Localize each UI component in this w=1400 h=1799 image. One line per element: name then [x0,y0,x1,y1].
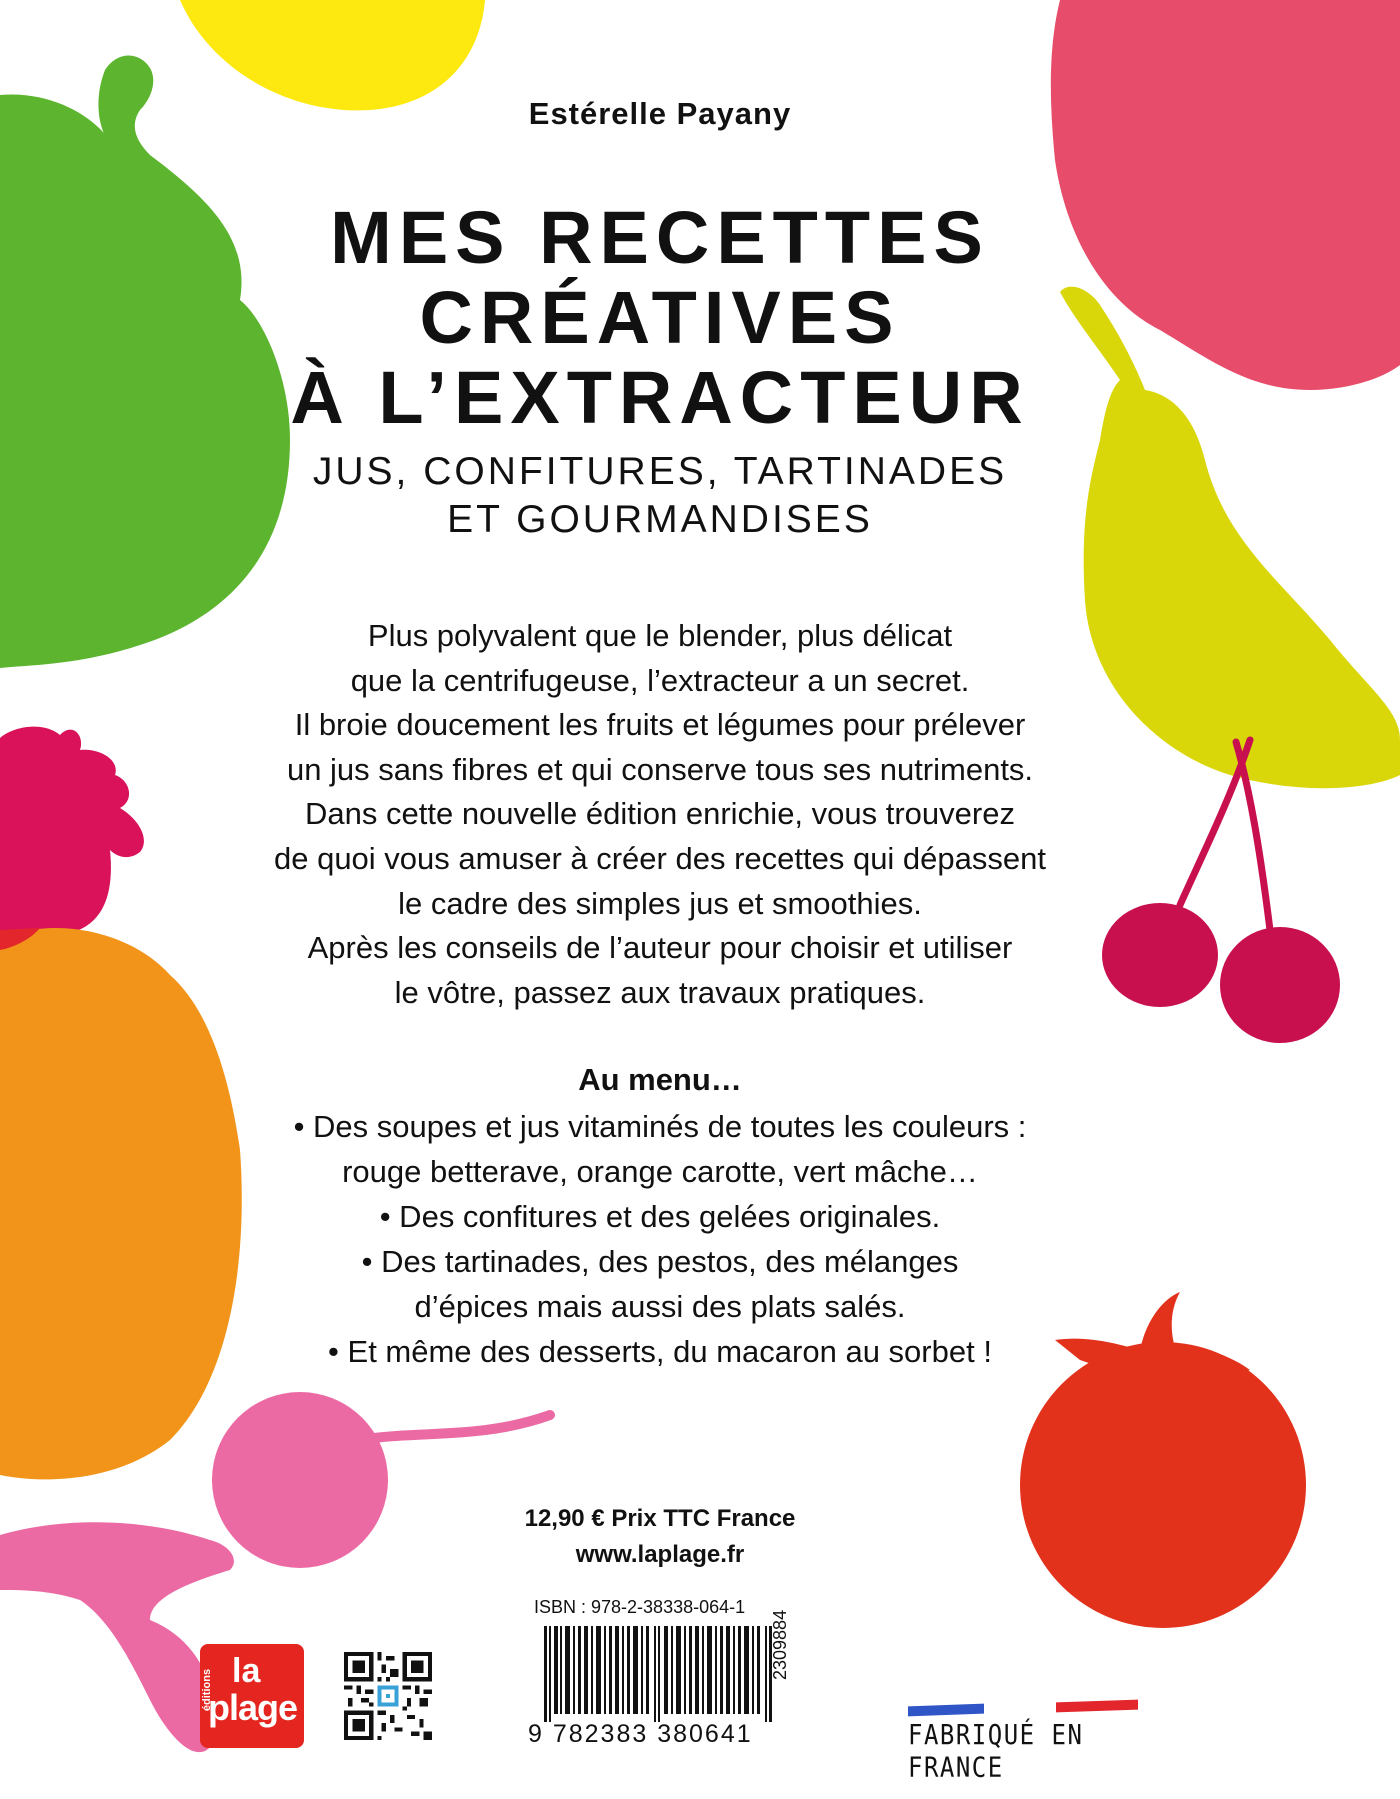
author-name: Estérelle Payany [528,96,792,131]
barcode-number: 9 782383 380641 [528,1720,753,1748]
qr-code-icon[interactable] [344,1652,432,1740]
publisher-editions: éditions [201,1668,214,1712]
price-label: 12,90 € Prix TTC France [524,1505,796,1532]
menu-line: • Des soupes et jus vitaminés de toutes les couleurs : [293,1109,1027,1144]
book-description [0,614,1360,1015]
publisher-logo [200,1644,304,1748]
title-line: CRÉATIVES [419,276,901,359]
menu-line: d’épices mais aussi des plats salés. [414,1289,906,1324]
title-line: À L’EXTRACTEUR [290,356,1030,439]
flag-icon [1056,1700,1138,1713]
lemon-shape [180,0,485,110]
menu-list [0,1104,1360,1374]
description-line: Il broie doucement les fruits et légumes pour prélever [294,707,1026,743]
made-in-label: FABRIQUÉ EN FRANCE [908,1718,1084,1784]
subtitle-line: JUS, CONFITURES, TARTINADES [312,450,1008,493]
publisher-plage: plage [208,1687,298,1728]
description-line: que la centrifugeuse, l’extracteur a un secret. [350,662,970,698]
menu-line: • Des tartinades, des pestos, des mélanges [361,1244,959,1279]
book-title [0,198,1360,438]
description-line: le vôtre, passez aux travaux pratiques. [394,974,926,1010]
radish-root [360,1415,550,1440]
publisher-la: la [232,1652,261,1690]
description-line: le cadre des simples jus et smoothies. [398,885,922,921]
flag-icon [908,1704,984,1717]
menu-line: rouge betterave, orange carotte, vert mâche… [342,1154,978,1189]
menu-line: • Et même des desserts, du macaron au sorbet ! [328,1334,992,1369]
menu-line: • Des confitures et des gelées originales. [379,1199,941,1234]
menu-heading: Au menu… [578,1062,742,1097]
description-line: Après les conseils de l’auteur pour choisir et utiliser [307,930,1013,966]
product-code: 2309884 [770,1609,790,1680]
description-line: Plus polyvalent que le blender, plus délicat [367,618,953,653]
website-link[interactable]: www.laplage.fr [575,1541,745,1568]
description-line: de quoi vous amuser à créer des recettes qui dépassent [273,840,1046,876]
book-subtitle [0,448,1360,544]
barcode-icon [544,1626,774,1722]
made-in-france-badge [908,1697,1138,1784]
description-line: Dans cette nouvelle édition enrichie, vous trouverez [305,796,1015,832]
title-line: MES RECETTES [330,196,990,279]
isbn-label: ISBN : 978-2-38338-064-1 [534,1597,746,1617]
subtitle-line: ET GOURMANDISES [447,498,873,541]
description-line: un jus sans fibres et qui conserve tous ses nutriments. [286,751,1034,787]
